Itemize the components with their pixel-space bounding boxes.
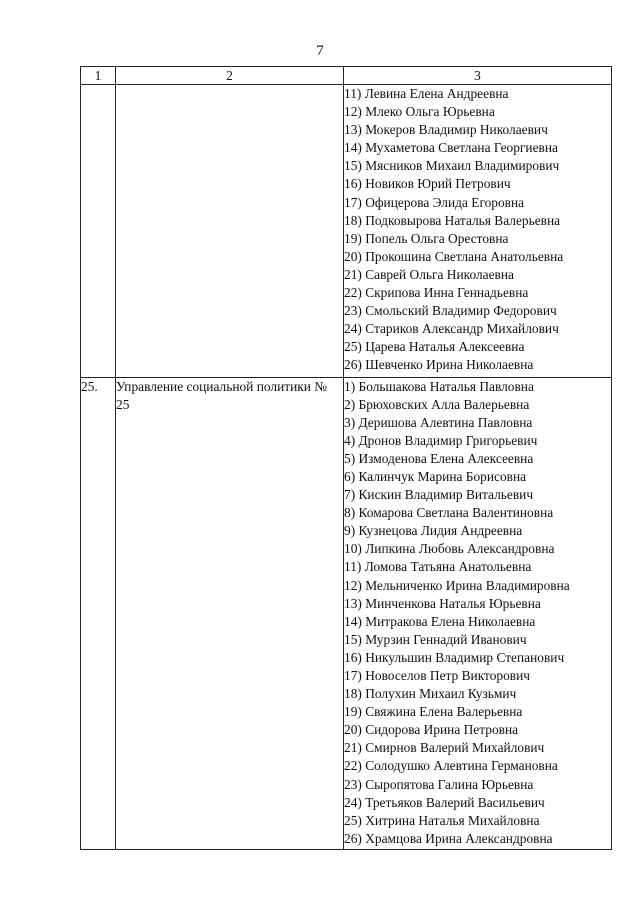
name-list-item: 16) Новиков Юрий Петрович xyxy=(344,176,511,192)
name-list-item: 14) Митракова Елена Николаевна xyxy=(344,613,536,629)
name-list-item: 17) Новоселов Петр Викторович xyxy=(344,668,531,683)
column-header-1: 1 xyxy=(81,67,116,85)
column-header-3: 3 xyxy=(344,67,612,85)
name-list-item: 23) Сыропятова Галина Юрьевна xyxy=(344,776,534,792)
name-list-item: 20) Сидорова Ирина Петровна xyxy=(344,722,519,738)
name-list-item: 21) Смирнов Валерий Михайлович xyxy=(344,740,545,756)
name-list-item: 19) Свяжина Елена Валерьевна xyxy=(344,704,523,720)
name-list-item: 17) Офицерова Элида Егоровна xyxy=(344,194,525,210)
name-list-item: 26) Храмцова Ирина Александровна xyxy=(344,830,553,846)
name-list-item: 12) Мельниченко Ирина Владимировна xyxy=(344,577,570,593)
name-list-item: 13) Мокеров Владимир Николаевич xyxy=(344,122,548,138)
name-list-item: 7) Кискин Владимир Витальевич xyxy=(344,487,534,503)
name-list-item: 11) Ломова Татьяна Анатольевна xyxy=(344,559,532,575)
department-name xyxy=(116,85,344,378)
name-list-item: 4) Дронов Владимир Григорьевич xyxy=(344,432,538,448)
name-list-item: 22) Солодушко Алевтина Германовна xyxy=(344,758,558,774)
row-number: 25. xyxy=(81,377,116,849)
name-list-item: 12) Млеко Ольга Юрьевна xyxy=(344,104,495,120)
name-list-item: 13) Минченкова Наталья Юрьевна xyxy=(344,595,541,611)
name-list-item: 16) Никульшин Владимир Степанович xyxy=(344,649,565,665)
name-list-item: 11) Левина Елена Андреевна xyxy=(344,86,509,101)
name-list-item: 25) Хитрина Наталья Михайловна xyxy=(344,812,540,828)
name-list-item: 22) Скрипова Инна Геннадьевна xyxy=(344,285,529,301)
name-list-item: 10) Липкина Любовь Александровна xyxy=(344,541,555,557)
name-list-item: 2) Брюховских Алла Валерьевна xyxy=(344,396,530,412)
personnel-table xyxy=(80,66,612,850)
name-list-item: 6) Калинчук Марина Борисовна xyxy=(344,468,527,484)
name-list-item: 14) Мухаметова Светлана Георгиевна xyxy=(344,140,558,156)
name-list-item: 19) Попель Ольга Орестовна xyxy=(344,230,509,246)
name-list-item: 15) Мурзин Геннадий Иванович xyxy=(344,631,527,647)
name-list-item: 5) Измоденова Елена Алексеевна xyxy=(344,450,534,466)
name-list-item: 18) Полухин Михаил Кузьмич xyxy=(344,686,517,702)
name-list-item: 23) Смольский Владимир Федорович xyxy=(344,303,557,319)
name-list-item: 3) Деришова Алевтина Павловна xyxy=(344,414,533,430)
name-list-item: 21) Саврей Ольга Николаевна xyxy=(344,266,514,282)
table-header-row xyxy=(81,67,612,85)
name-list-item: 18) Подковырова Наталья Валерьевна xyxy=(344,212,561,228)
table-row-25 xyxy=(81,377,612,849)
page-number: 7 xyxy=(316,43,324,59)
column-header-2: 2 xyxy=(116,67,344,85)
table-row-continued xyxy=(81,85,612,378)
department-name: Управление социальной политики № 25 xyxy=(116,377,344,849)
name-list-item: 25) Царева Наталья Алексеевна xyxy=(344,339,525,355)
name-list-item: 8) Комарова Светлана Валентиновна xyxy=(344,505,554,521)
name-list-item: 20) Прокошина Светлана Анатольевна xyxy=(344,248,564,264)
name-list-item: 1) Большакова Наталья Павловна xyxy=(344,378,534,394)
names-list xyxy=(344,377,612,849)
row-number xyxy=(81,85,116,378)
name-list-item: 24) Стариков Александр Михайлович xyxy=(344,321,559,337)
names-list xyxy=(344,85,612,378)
name-list-item: 26) Шевченко Ирина Николаевна xyxy=(344,357,534,373)
name-list-item: 15) Мясников Михаил Владимирович xyxy=(344,158,560,174)
name-list-item: 9) Кузнецова Лидия Андреевна xyxy=(344,523,523,539)
name-list-item: 24) Третьяков Валерий Васильевич xyxy=(344,794,545,810)
